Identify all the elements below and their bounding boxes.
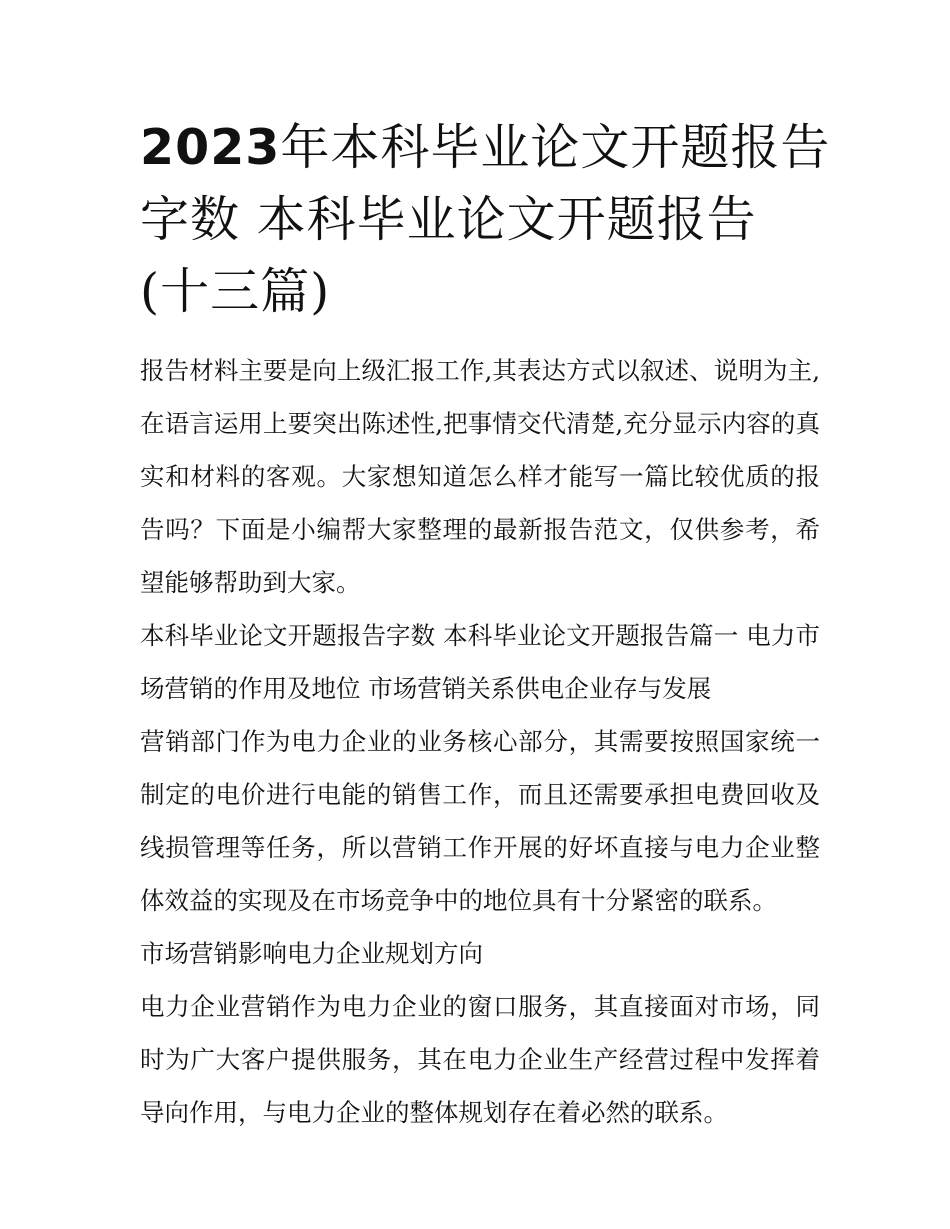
section-heading-paragraph: 本科毕业论文开题报告字数 本科毕业论文开题报告篇一 电力市场营销的作用及地位 市场营销关系供电企业存与发展 (140, 621, 820, 703)
body-paragraph: 营销部门作为电力企业的业务核心部分，其需要按照国家统一制定的电价进行电能的销售工作，而且还需要承担电费回收及线损管理等任务，所以营销工作开展的好坏直接与电力企业整体效益的实现及在市场竞争中的地位具有十分紧密的联系。 (140, 727, 820, 915)
title-line-2: 字数 本科毕业论文开题报告 (140, 191, 757, 248)
document-title (140, 112, 831, 328)
title-line-1-text: 年本科毕业论文开题报告 (280, 119, 831, 176)
subheading: 市场营销影响电力企业规划方向 (140, 939, 483, 968)
body-paragraph: 电力企业营销作为电力企业的窗口服务，其直接面对市场，同时为广大客户提供服务，其在电力企业生产经营过程中发挥着导向作用，与电力企业的整体规划存在着必然的联系。 (140, 992, 820, 1127)
title-line-1 (140, 112, 831, 184)
document-page (140, 112, 831, 1139)
document-body (140, 344, 820, 1139)
title-line-3: (十三篇) (140, 263, 331, 320)
title-year: 2023 (140, 119, 281, 176)
intro-paragraph: 报告材料主要是向上级汇报工作,其表达方式以叙述、说明为主,在语言运用上要突出陈述性,把事情交代清楚,充分显示内容的真实和材料的客观。大家想知道怎么样才能写一篇比较优质的报告吗？下面是小编帮大家整理的最新报告范文，仅供参考，希望能够帮助到大家。 (140, 356, 820, 597)
